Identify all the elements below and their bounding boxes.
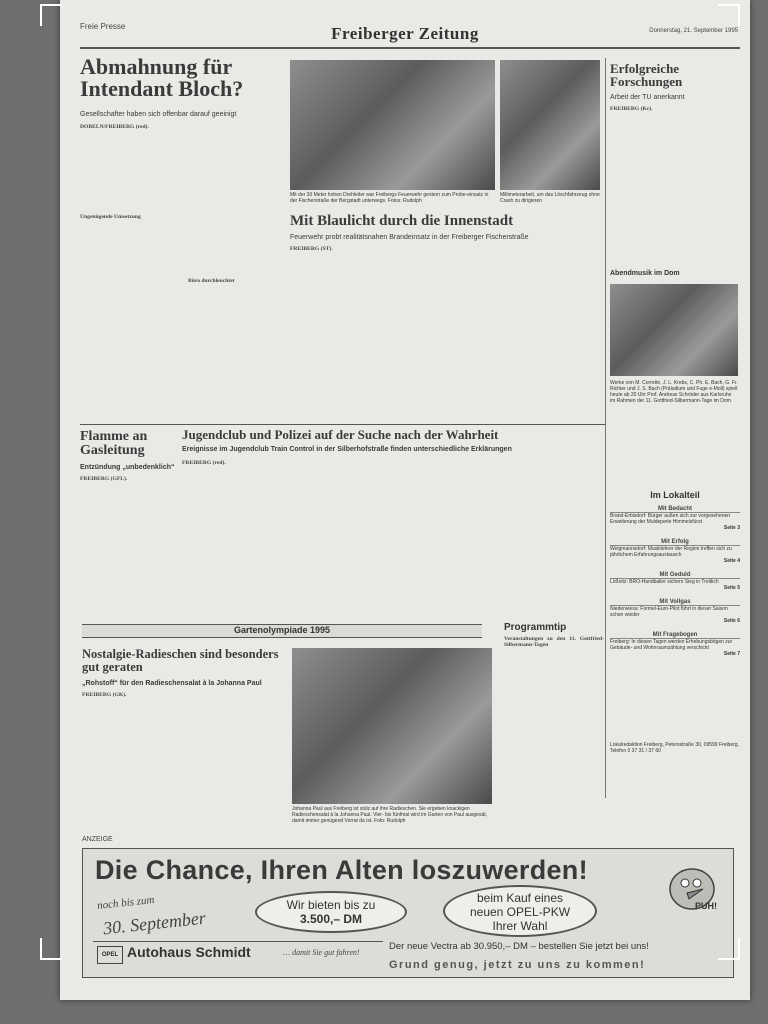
lead-body-col2 bbox=[188, 124, 288, 424]
garden-caption: Johanna Paul aus Freiberg ist stolz auf ihre Radieschen. Sie ergeben knackigen Radieschensalat à la Johanna Paul. Vier- bis fünfmal wird im Garten von Paul ausgesät, damit immer genügend Vorrat da ist. Foto: Rudolph bbox=[292, 806, 488, 824]
local-item-page: Seite 6 bbox=[723, 618, 740, 624]
ad-offer-left-line1: Wir bieten bis zu bbox=[286, 898, 376, 912]
issue-date: Donnerstag, 21. September 1995 bbox=[649, 28, 738, 34]
scan-corner-top-left bbox=[40, 4, 62, 26]
ad-dealer-tagline: … damit Sie gut fahren! bbox=[283, 948, 360, 957]
research-body bbox=[610, 106, 740, 256]
local-item-text: Freiberg: In diesen Tagen werden Erhebungsbögen zur Gebäude- und Wohnraumzählung verschickt bbox=[610, 639, 733, 651]
fire-headline: Mit Blaulicht durch die Innenstadt bbox=[290, 213, 514, 229]
local-item bbox=[610, 506, 740, 531]
ad-vectra-offer: Der neue Vectra ab 30.950,– DM – bestellen Sie jetzt bei uns! bbox=[389, 941, 649, 952]
opel-advertisement bbox=[82, 848, 734, 978]
concert-caption: Werke von M. Corrette, J. L. Krebs, C. Ph. E. Bach, G. Fr. Richter und J. S. Bach (Präludium und Fuge e-Moll) spielt heute ab 20 Uhr Prof. Andreas Schröder aus Karlsruhe im Rahmen der 11. Gottfried-Silbermann-Tage im Dom. bbox=[610, 380, 738, 404]
gas-subhead: Entzündung „unbedenklich“ bbox=[80, 464, 175, 471]
ad-label: ANZEIGE bbox=[82, 836, 113, 843]
local-item-page: Seite 3 bbox=[723, 525, 740, 531]
lead-subhead: Gesellschafter haben sich offenbar darauf geeinigt bbox=[80, 111, 237, 118]
local-item-title: Mit Geduld bbox=[610, 572, 740, 579]
scan-corner-top-right bbox=[718, 4, 740, 26]
program-body bbox=[504, 636, 604, 822]
garden-banner-label: Gartenolympiade 1995 bbox=[233, 625, 331, 635]
gas-dateline: FREIBERG (GFL). bbox=[80, 476, 128, 482]
lead-subhead3: Büro durchleuchtet bbox=[188, 277, 235, 284]
lead-headline: Abmahnung für Intendant Bloch? bbox=[80, 54, 244, 101]
local-headline: Im Lokalteil bbox=[650, 490, 700, 500]
lead-body-col1 bbox=[80, 124, 180, 424]
cartoon-bird-icon bbox=[659, 855, 725, 921]
gas-headline: Flamme an Gasleitung bbox=[80, 429, 148, 458]
local-item bbox=[610, 539, 740, 564]
fire-dateline: FREIBERG (ST). bbox=[290, 246, 333, 252]
photo-caption-left: Mit der 30 Meter hohen Drehleiter war Freibergs Feuerwehr gestern zum Probe-einsatz in der Fischerstraße der Bergstadt unterwegs. Fotos: Rudolph bbox=[290, 192, 489, 204]
ad-slogan: Die Chance, Ihren Alten loszuwerden! bbox=[95, 855, 588, 885]
youth-headline: Jugendclub und Polizei auf der Suche nach der Wahrheit bbox=[182, 427, 499, 442]
ad-dealer-block bbox=[93, 941, 383, 972]
garden-body-col1 bbox=[82, 692, 182, 818]
fire-truck-photo-right bbox=[500, 60, 600, 190]
youth-subhead: Ereignisse im Jugendclub Train Control in der Silberhofstraße finden unterschiedliche Erklärungen bbox=[182, 446, 512, 453]
local-item-text: Brand-Erbisdorf: Bürger außen sich zur vorgesehenen Erweiterung der Muldeperie Himmelsfürst bbox=[610, 513, 731, 525]
program-headline: Programmtip bbox=[504, 622, 567, 633]
research-headline: Erfolgreiche Forschungen bbox=[610, 61, 683, 89]
local-item-text: Lößnitz: BRO-Handballer sichern Sieg in Treitlich bbox=[610, 579, 719, 585]
ad-offer-left-line2: 3.500,– DM bbox=[299, 912, 363, 926]
ad-offer-right-line3: Ihrer Wahl bbox=[492, 919, 548, 933]
organist-photo bbox=[610, 284, 738, 376]
garden-headline: Nostalgie-Radieschen sind besonders gut geraten bbox=[82, 647, 279, 674]
scan-corner-bottom-right bbox=[718, 938, 740, 960]
local-item bbox=[610, 572, 740, 591]
local-item bbox=[610, 632, 740, 657]
masthead-rule bbox=[80, 47, 740, 49]
local-list bbox=[610, 506, 740, 665]
program-dateline: Veranstaltungen zu den 11. Gottfried-Silbermann-Tagen bbox=[504, 636, 604, 649]
local-contacts: Lokalredaktion Freiberg, Petersstraße 30, 09599 Freiberg, Telefon 0 37 31 / 37 60 bbox=[610, 742, 739, 754]
local-item-title: Mit Fragebogen bbox=[610, 632, 740, 639]
research-dateline: FREIBERG (Kr). bbox=[610, 106, 653, 112]
concert-headline: Abendmusik im Dom bbox=[610, 270, 680, 277]
gardener-photo bbox=[292, 648, 492, 804]
fire-body bbox=[290, 246, 600, 416]
ad-script-line: noch bis zum bbox=[96, 894, 155, 912]
newspaper-page bbox=[60, 0, 750, 1000]
ad-cartoon-sticker bbox=[659, 855, 725, 921]
local-item-page: Seite 7 bbox=[723, 651, 740, 657]
local-item bbox=[610, 599, 740, 624]
youth-body bbox=[182, 460, 602, 610]
garden-banner bbox=[82, 624, 482, 638]
masthead: Freiberger Zeitung bbox=[331, 24, 479, 43]
column-divider bbox=[605, 58, 606, 798]
fire-subhead: Feuerwehr probt realitätsnahen Brandeinsatz in der Freiberger Fischerstraße bbox=[290, 234, 529, 241]
local-item-title: Mit Bedacht bbox=[610, 506, 740, 513]
ad-offer-right-line1: beim Kauf eines bbox=[476, 891, 564, 905]
local-item-title: Mit Erfolg bbox=[610, 539, 740, 546]
ad-dealer-name: Autohaus Schmidt bbox=[127, 944, 251, 960]
garden-dateline: FREIBERG (GK). bbox=[82, 692, 127, 698]
local-item-title: Mit Vollgas bbox=[610, 599, 740, 606]
ad-offer-right-line2: neuen OPEL-PKW bbox=[469, 905, 571, 919]
local-item-text: Niederwiesa: Formel-Euro-Pilot führt in dieser Saison schon wieder bbox=[610, 606, 728, 618]
garden-body-col2 bbox=[188, 692, 288, 818]
section-rule bbox=[80, 424, 605, 425]
local-item-page: Seite 4 bbox=[723, 558, 740, 564]
youth-dateline: FREIBERG (red). bbox=[182, 460, 226, 466]
ad-script-date: 30. September bbox=[102, 907, 207, 939]
ad-sticker-text: PUH! bbox=[695, 901, 717, 911]
fire-truck-photo-left bbox=[290, 60, 495, 190]
garden-subhead: „Rohstoff“ für den Radieschensalat à la Johanna Paul bbox=[82, 680, 262, 687]
ad-footer-slogan: Grund genug, jetzt zu uns zu kommen! bbox=[389, 959, 646, 971]
photo-caption-right: Millimeterarbeit, um das Löschfahrzeug ohne Crash zu dirigieren bbox=[500, 192, 600, 204]
scan-corner-bottom-left bbox=[40, 938, 62, 960]
section-label: Freie Presse bbox=[80, 22, 126, 31]
lead-subhead2: Ungenügende Umsetzung bbox=[80, 213, 141, 220]
ad-offer-right bbox=[443, 885, 597, 937]
local-item-page: Seite 5 bbox=[723, 585, 740, 591]
gas-body bbox=[80, 476, 185, 616]
opel-brand-label: OPEL bbox=[101, 952, 119, 958]
ad-offer-left bbox=[255, 891, 407, 933]
research-subhead: Arbeit der TU anerkannt bbox=[610, 94, 685, 101]
lead-dateline: DÖBELN/FREIBERG (red). bbox=[80, 124, 149, 130]
local-item-text: Weigmannsdorf: Musiklehrer der Region treffen sich zu jährlichem Erfahrungsaustausch bbox=[610, 546, 732, 558]
opel-logo-icon bbox=[97, 946, 123, 964]
